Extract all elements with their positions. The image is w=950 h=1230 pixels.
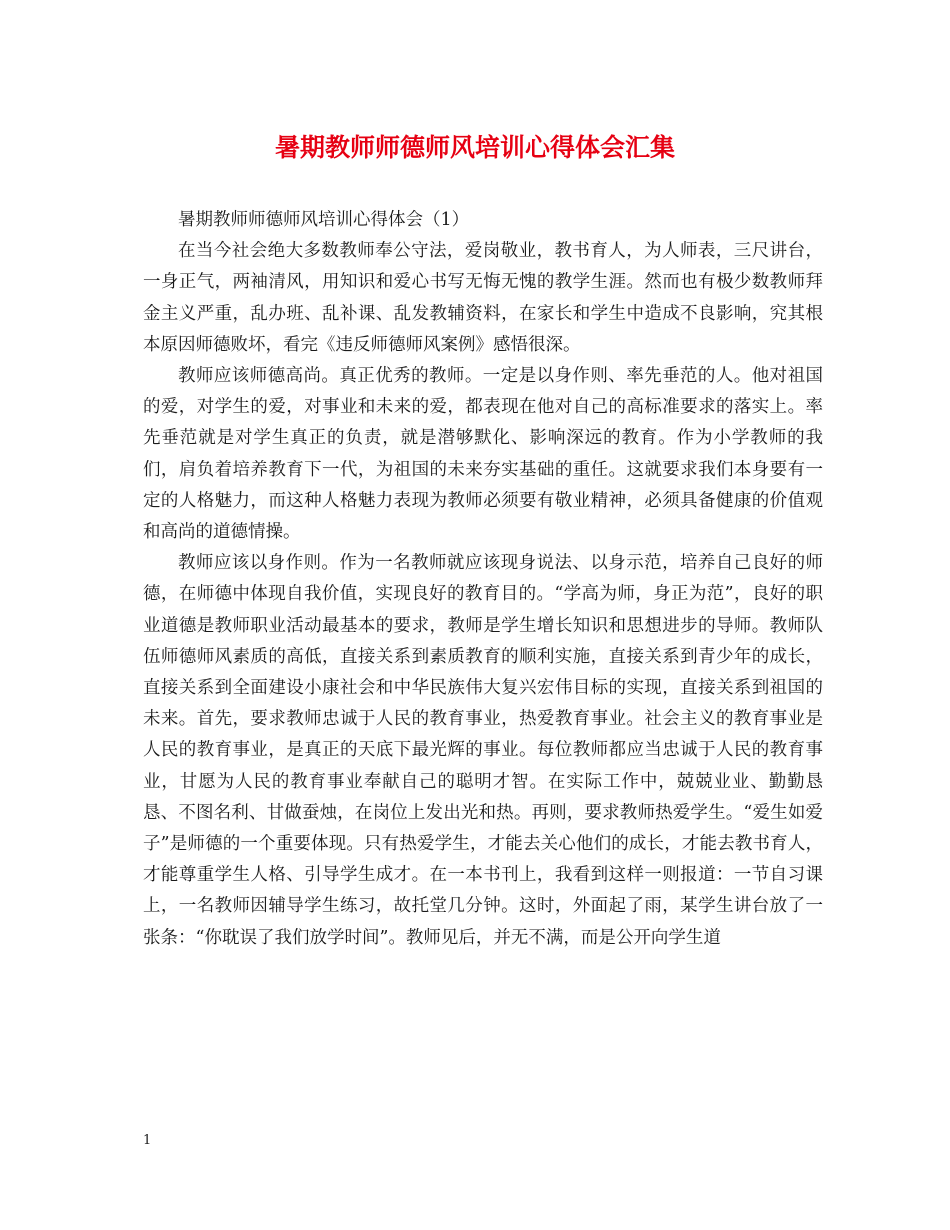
document-title: 暑期教师师德师风培训心得体会汇集	[274, 133, 675, 162]
paragraph: 在当今社会绝大多数教师奉公守法，爱岗敬业，教书育人，为人师表，三尺讲台，一身正气，两袖清风，用知识和爱心书写无悔无愧的教学生涯。然而也有极少数教师拜金主义严重，乱办班、乱补课、乱发教辅资料，在家长和学生中造成不良影响，究其根本原因师德败坏，看完《违反师德师风案例》感悟很深。	[143, 241, 823, 355]
paragraph-subtitle: 暑期教师师德师风培训心得体会（1）	[178, 210, 470, 230]
paragraph: 教师应该师德高尚。真正优秀的教师。一定是以身作则、率先垂范的人。他对祖国的爱，对学生的爱，对事业和未来的爱，都表现在他对自己的高标准要求的落实上。率先垂范就是对学生真正的负责，就是潜够默化、影响深远的教育。作为小学教师的我们，肩负着培养教育下一代，为祖国的未来夯实基础的重任。这就要求我们本身要有一定的人格魅力，而这种人格魅力表现为教师必须要有敬业精神，必须具备健康的价值观和高尚的道德情操。	[143, 366, 823, 543]
document-body	[143, 205, 823, 954]
page-number: 1	[143, 1133, 152, 1148]
paragraph: 教师应该以身作则。作为一名教师就应该现身说法、以身示范，培养自己良好的师德，在师德中体现自我价值，实现良好的教育目的。“学高为师，身正为范”，良好的职业道德是教师职业活动最基本的要求，教师是学生增长知识和思想进步的导师。教师队伍师德师风素质的高低，直接关系到素质教育的顺利实施，直接关系到青少年的成长，直接关系到全面建设小康社会和中华民族伟大复兴宏伟目标的实现，直接关系到祖国的未来。首先，要求教师忠诚于人民的教育事业，热爱教育事业。社会主义的教育事业是人民的教育事业，是真正的天底下最光辉的事业。每位教师都应当忠诚于人民的教育事业，甘愿为人民的教育事业奉献自己的聪明才智。在实际工作中，兢兢业业、勤勤恳恳、不图名利、甘做蚕烛，在岗位上发出光和热。再则，要求教师热爱学生。“爱生如爱子”是师德的一个重要体现。只有热爱学生，才能去关心他们的成长，才能去教书育人，才能尊重学生人格、引导学生成才。在一本书刊上，我看到这样一则报道：一节自习课上，一名教师因辅导学生练习，故托堂几分钟。这时，外面起了雨，某学生讲台放了一张条：“你耽误了我们放学时间”。教师见后，并无不满，而是公开向学生道	[143, 553, 823, 948]
